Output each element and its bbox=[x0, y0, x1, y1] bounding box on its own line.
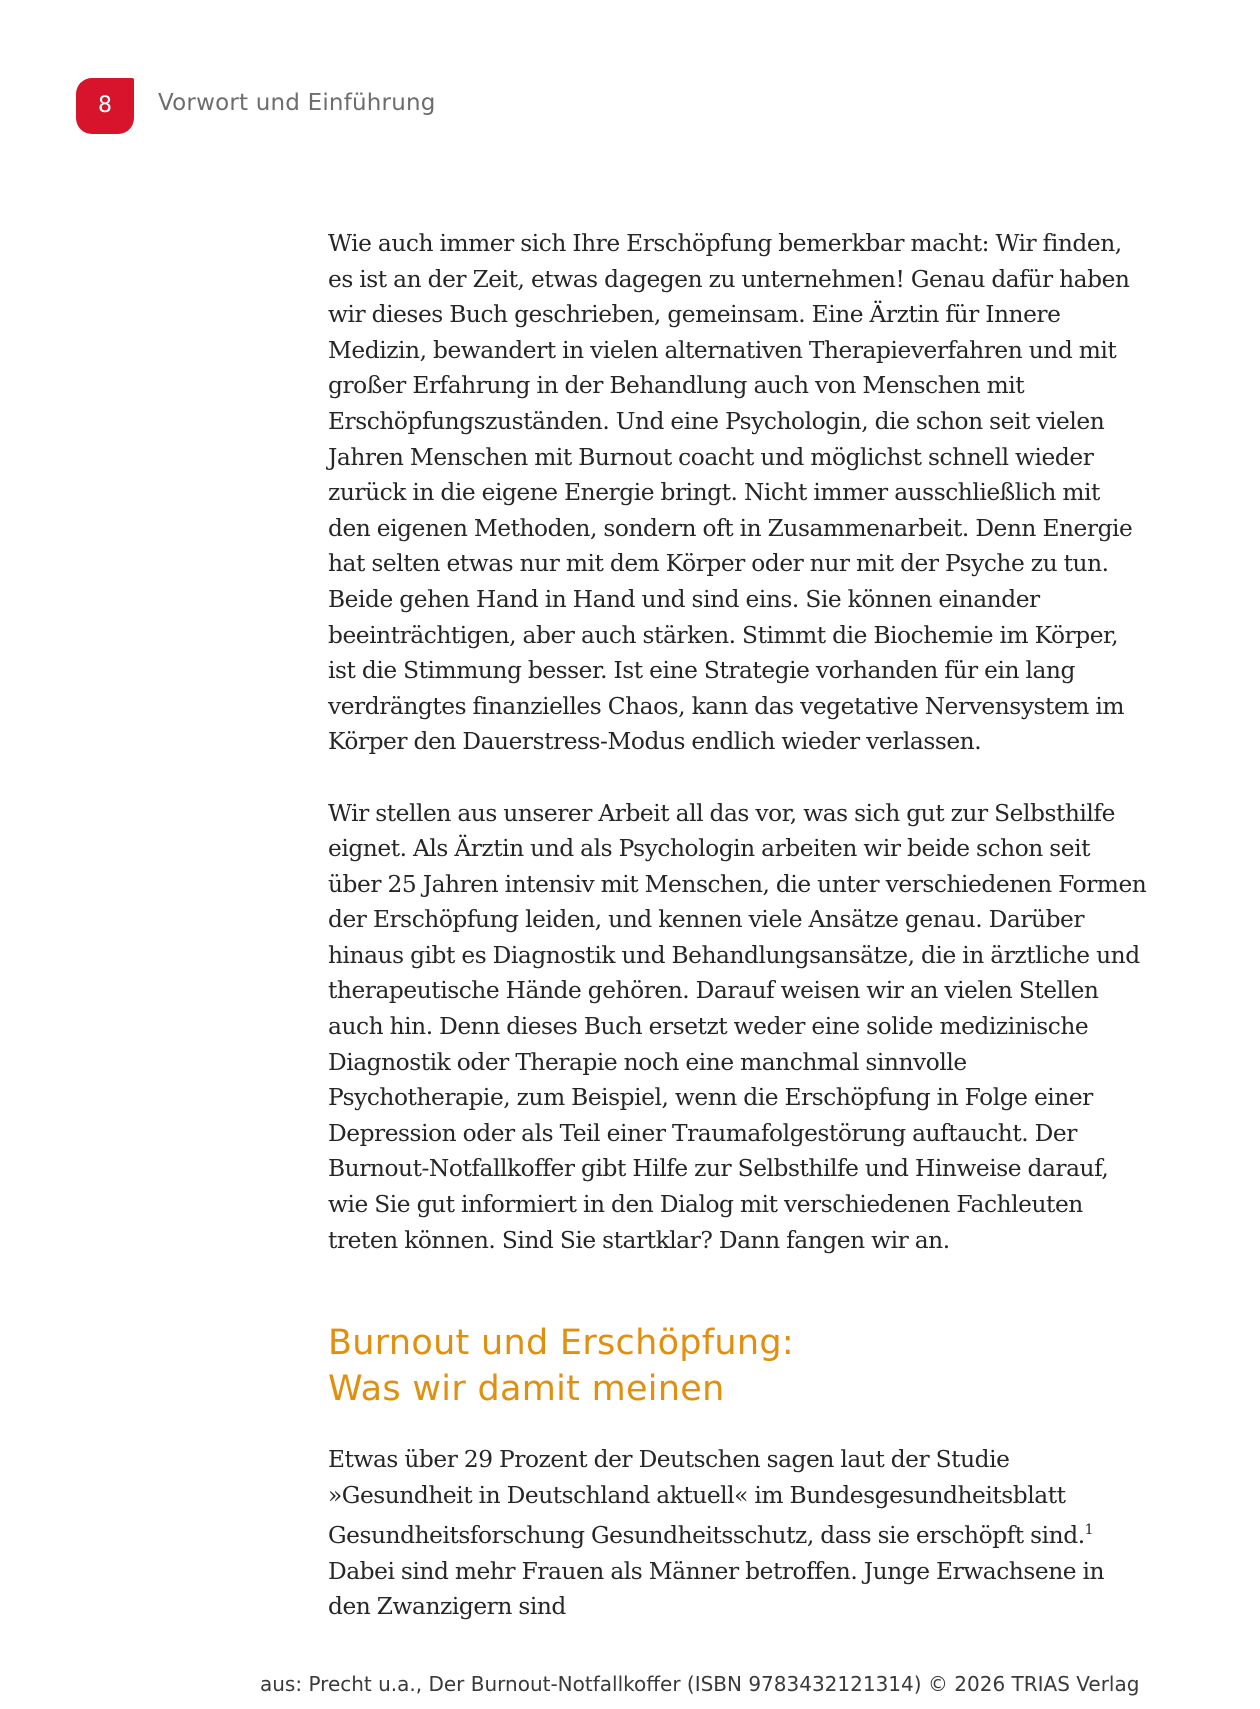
section-heading-line-2: Was wir damit meinen bbox=[328, 1369, 725, 1410]
paragraph-3-text-a: Etwas über 29 Prozent der Deutschen sagen laut der Studie »Gesundheit in Deutschland aktuell« im Bundesgesundheitsblatt Gesundheitsforschung Gesundheitsschutz, dass sie erschöpft sind. bbox=[328, 1446, 1085, 1550]
page-number-badge: 8 bbox=[76, 78, 134, 134]
main-text-column bbox=[328, 226, 1148, 1625]
body-paragraph-1: Wie auch immer sich Ihre Erschöpfung bemerkbar macht: Wir finden, es ist an der Zeit, etwas dagegen zu unternehmen! Genau dafür haben wir dieses Buch geschrieben, gemeinsam. Eine Ärztin für Innere Medizin, bewandert in vielen alternativen Therapieverfahren und mit großer Erfahrung in der Behandlung auch von Menschen mit Erschöpfungszuständen. Und eine Psychologin, die schon seit vielen Jahren Menschen mit Burnout coacht und möglichst schnell wieder zurück in die eigene Energie bringt. Nicht immer ausschließlich mit den eigenen Methoden, sondern oft in Zusammenarbeit. Denn Energie hat selten etwas nur mit dem Körper oder nur mit der Psyche zu tun. Beide gehen Hand in Hand und sind eins. Sie können einander beeinträchtigen, aber auch stärken. Stimmt die Biochemie im Körper, ist die Stimmung besser. Ist eine Strategie vorhanden für ein lang verdrängtes finanzielles Chaos, kann das vegetative Nervensystem im Körper den Dauerstress-Modus endlich wieder verlassen. bbox=[328, 230, 1133, 756]
body-paragraph-3 bbox=[328, 1442, 1148, 1625]
footer-citation: aus: Precht u.a., Der Burnout-Notfallkoffer (ISBN 9783432121314) © 2026 TRIAS Verlag bbox=[260, 1672, 1140, 1696]
running-header-title: Vorwort und Einführung bbox=[158, 90, 436, 116]
footnote-marker: 1 bbox=[1084, 1522, 1094, 1539]
body-paragraph-2: Wir stellen aus unserer Arbeit all das vor, was sich gut zur Selbsthilfe eignet. Als Ärztin und als Psychologin arbeiten wir beide schon seit über 25 Jahren intensiv mit Menschen, die unter verschiedenen Formen der Erschöpfung leiden, und kennen viele Ansätze genau. Darüber hinaus gibt es Diagnostik und Behandlungsansätze, die in ärztliche und therapeutische Hände gehören. Darauf weisen wir an vielen Stellen auch hin. Denn dieses Buch ersetzt weder eine solide medizinische Diagnostik oder Therapie noch eine manchmal sinnvolle Psychotherapie, zum Beispiel, wenn die Erschöpfung in Folge einer Depression oder als Teil einer Traumafolgestörung auftaucht. Der Burnout-Notfallkoffer gibt Hilfe zur Selbsthilfe und Hinweise darauf, wie Sie gut informiert in den Dialog mit verschiedenen Fachleuten treten können. Sind Sie startklar? Dann fangen wir an. bbox=[328, 799, 1147, 1254]
section-heading-line-1: Burnout und Erschöpfung: bbox=[328, 1323, 794, 1364]
paragraph-3-text-b: Dabei sind mehr Frauen als Männer betroffen. Junge Erwachsene in den Zwanzigern sind bbox=[328, 1557, 1105, 1621]
section-heading bbox=[328, 1320, 1148, 1412]
